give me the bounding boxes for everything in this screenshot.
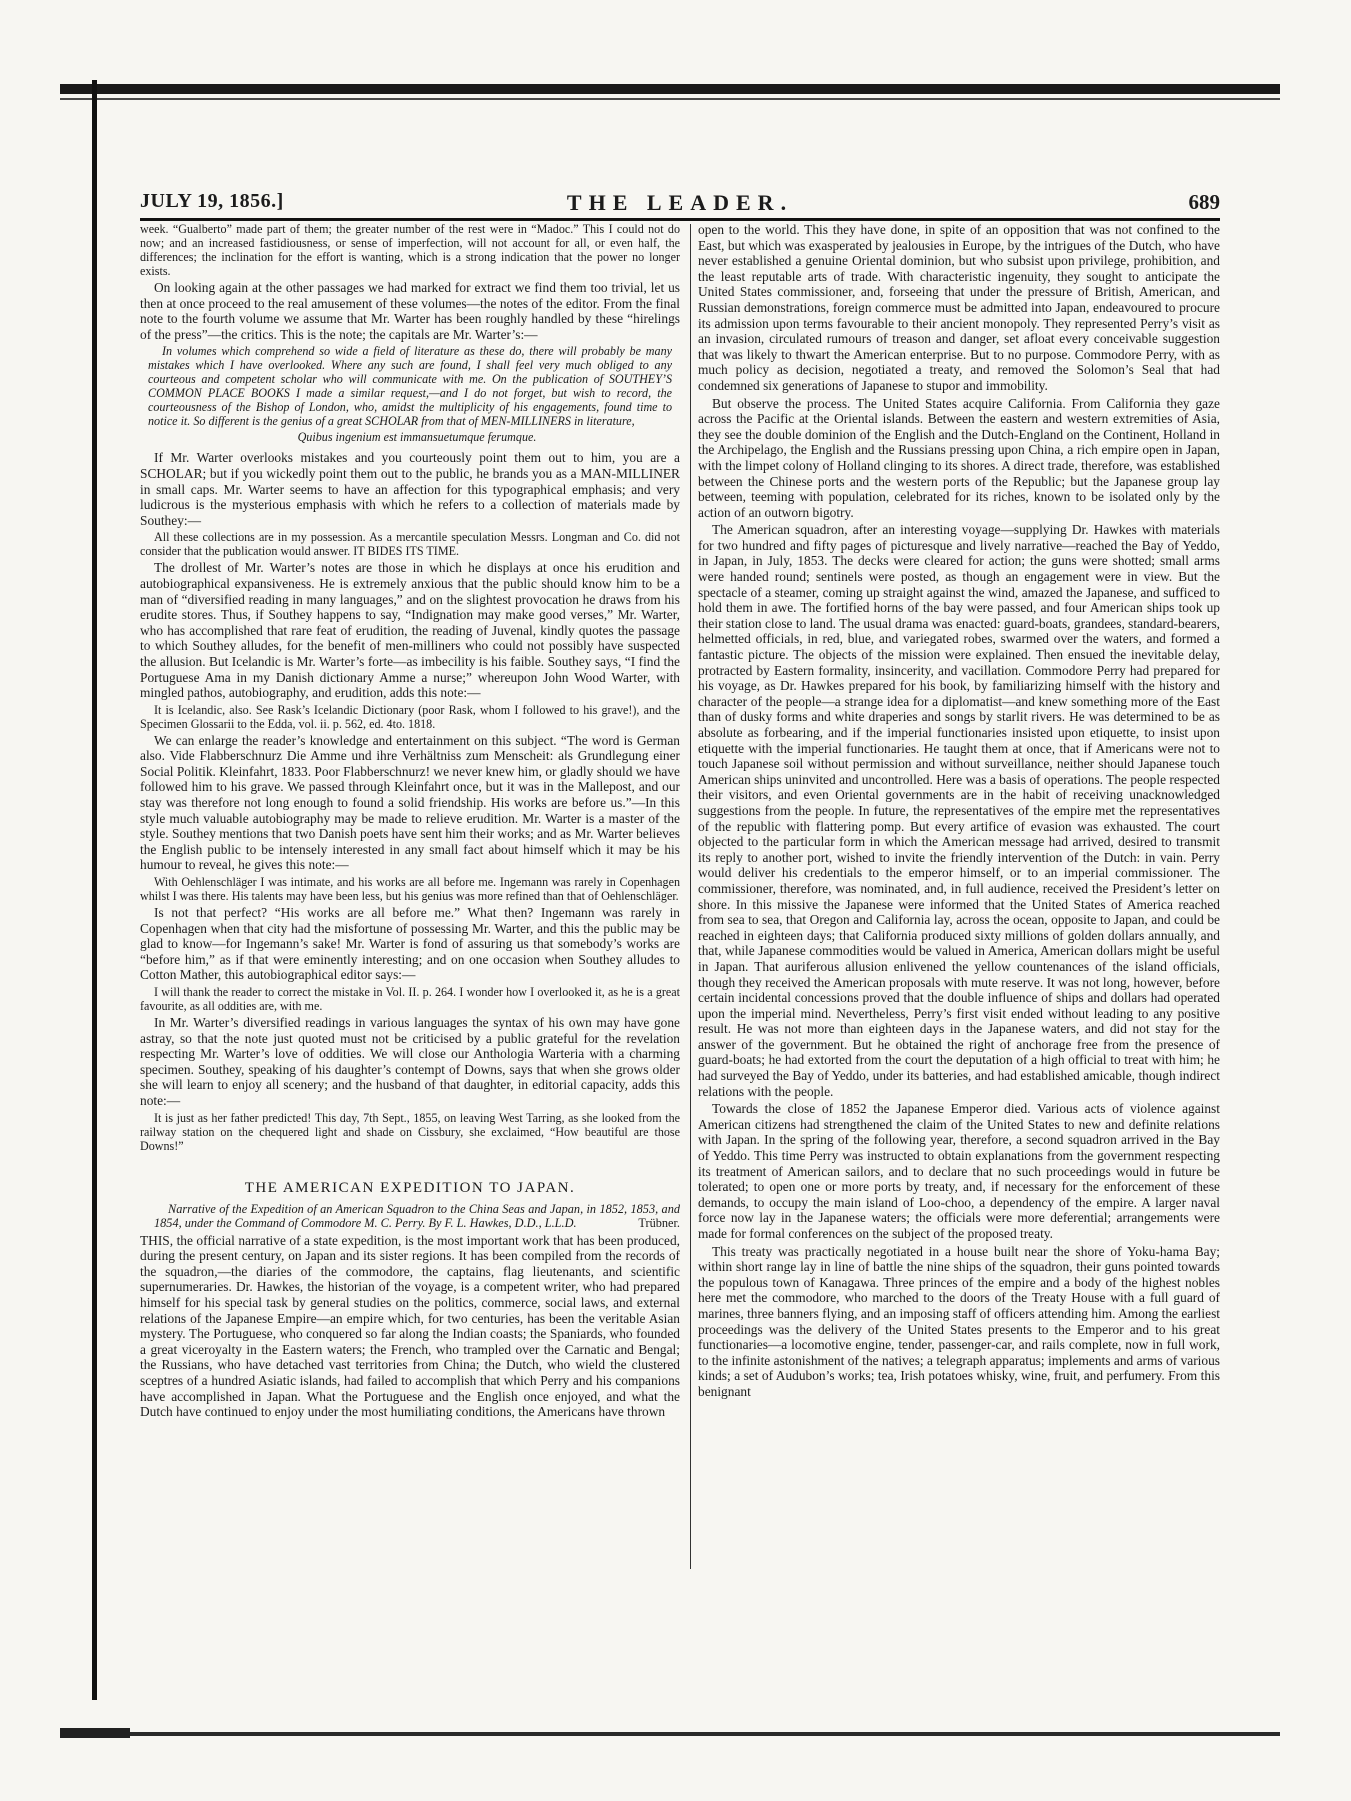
paragraph: If Mr. Warter overlooks mistakes and you courteously point them out to him, you are a SCHOLAR; but if you wickedly point them out to the public, he brands you as a MAN-MILLINER in small caps. Mr. Warter seems to have an affection for this typographical emphasis; and very ludicrous is the mysterious emphasis with which he refers to a collection of materials made by Southey:—: [140, 450, 680, 528]
quoted-note: All these collections are in my possession. As a mercantile speculation Messrs. Longman and Co. did not consider that the publication would answer. IT BIDES ITS TIME.: [140, 530, 680, 559]
paragraph: This treaty was practically negotiated in a house built near the shore of Yoku-hama Bay; within short range lay in line of battle the nine ships of the squadron, their guns pointed towards the populous town of Kanagawa. Three princes of the empire and a body of the highest nobles here met the commodore, who marched to the doors of the Treaty House with a full guard of marines, three banners flying, and an imposing staff of officers attending him. Among the earliest proceedings was the delivery of the United States presents to the Emperor and to his great functionaries—a locomotive engine, tender, passenger-car, and rails complete, now in full work, to the infinite astonishment of the natives; a telegraph apparatus; implements and arms of various kinds; a set of Audubon’s works; tea, Irish potatoes whisky, wine, fruit, and perfumery. From this benignant: [698, 1243, 1220, 1399]
left-column: [140, 222, 680, 1422]
paragraph: Is not that perfect? “His works are all before me.” What then? Ingemann was rarely in Copenhagen when that city had the misfortune of possessing Mr. Warter, and this the public may be glad to know—for Ingemann’s sake! Mr. Warter is fond of assuring us that somebody’s works are “before him,” as if that were eminently interesting; and on one occasion when Southey alludes to Cotton Mather, this autobiographical editor says:—: [140, 905, 680, 983]
bottom-mark: [60, 1728, 130, 1738]
right-column: [698, 222, 1220, 1402]
column-divider: [690, 224, 691, 1569]
binding-edge: [92, 80, 97, 1700]
paragraph: But observe the process. The United States acquire California. From California they gaze across the Pacific at the Oriental islands. Between the eastern and western extremities of Asia, they see the double dominion of the English and the Dutch-England on the Continent, Holland in the Archipelago, the English and the Russians pressing upon China, a rich empire open in Japan, with the limpet colony of Holland clinging to its shores. A direct trade, therefore, was established between the Chinese ports and the western ports of the Republic; but the Japanese group lay between, teeming with population, celebrated for its riches, known to be isolated only by the action of an outworn bigotry.: [698, 395, 1220, 520]
page-number: 689: [1188, 190, 1220, 214]
paragraph: THIS, the official narrative of a state expedition, is the most important work that has been produced, during the present century, on Japan and its sister regions. It has been compiled from the records of the squadron,—the diaries of the commodore, the captains, flag lieutenants, and scientific supernumeraries. Dr. Hawkes, the historian of the voyage, is a competent writer, who had prepared himself for his special task by general studies on the politics, commerce, social laws, and external relations of the Japanese Empire—an empire which, for two centuries, has been the veritable Asian mystery. The Portuguese, who conquered so far along the Indian coasts; the Spaniards, who founded a great viceroyalty in the Eastern waters; the French, who trampled over the Carnatic and Bengal; the Russians, who have detached vast territories from China; the Dutch, who wield the clustered sceptres of a hundred Asiatic islands, had failed to accomplish that which Perry and his companions have accomplished in Japan. What the Portuguese and the English once enjoyed, and what the Dutch have continued to enjoy under the most humiliating conditions, the Americans have thrown: [140, 1232, 680, 1420]
header-rule: [140, 218, 1220, 221]
paragraph: Towards the close of 1852 the Japanese Emperor died. Various acts of violence against American citizens had strengthened the claim of the United States to new and definite relations with Japan. In the spring of the following year, therefore, a second squadron arrived in the Bay of Yeddo. This time Perry was instructed to obtain explanations from the government respecting its treatment of American sailors, and to declare that no such proceedings would in future be tolerated; to open one or more ports by treaty, and, if necessary for the enforcement of these demands, to occupy the main island of Loo-choo, a dependency of the empire. A larger naval force now lay in the Japanese waters; the officials were more deferential; arrangements were made for formal conferences on the subject of the proposed treaty.: [698, 1101, 1220, 1241]
book-citation: Narrative of the Expedition of an American Squadron to the China Seas and Japan, in 1852, 1853, and 1854, under the Command of Commodore M. C. Perry. By F. L. Hawkes, D.D., L.L.D.: [154, 1202, 680, 1231]
publication-title: THE LEADER.: [566, 190, 794, 215]
bottom-rule: [130, 1732, 1280, 1736]
article-title: THE AMERICAN EXPEDITION TO JAPAN.: [244, 1179, 576, 1196]
quoted-note: It is just as her father predicted! This day, 7th Sept., 1855, on leaving West Tarring, as she looked from the railway station on the chequered light and shade on Cissbury, she exclaimed, “How beautiful are those Downs!”: [140, 1110, 680, 1153]
quoted-note: With Oehlenschläger I was intimate, and his works are all before me. Ingemann was rarely in Copenhagen whilst I was there. His talents may have been less, but his genius was more refined than that of Oehlenschläger.: [140, 875, 680, 904]
issue-date: JULY 19, 1856.]: [140, 190, 284, 212]
paragraph: The drollest of Mr. Warter’s notes are those in which he displays at once his erudition and autobiographical expansiveness. He is extremely anxious that the public should know him to be a man of “diversified reading in many languages,” and on the slightest provocation he draws from his erudite stores. Thus, if Southey happens to say, “Indignation may make good verses,” Mr. Warter, who has accomplished that rare feat of erudition, the reading of Juvenal, kindly quotes the passage to which Southey alludes, for the benefit of men-milliners who could not possibly have suspected the allusion. But Icelandic is Mr. Warter’s forte—as imbecility is his faible. Southey says, “I find the Portuguese Ama in my Danish dictionary Amme a nurse;” whereupon John Wood Warter, with mingled pathos, autobiography, and erudition, adds this note:—: [140, 560, 680, 701]
quoted-note: It is Icelandic, also. See Rask’s Icelandic Dictionary (poor Rask, whom I followed to his grave!), and the Specimen Glossarii to the Edda, vol. ii. p. 562, ed. 4to. 1818.: [140, 702, 680, 731]
quoted-note: In volumes which comprehend so wide a field of literature as these do, there will probably be many mistakes which I have overlooked. Where any such are found, I shall feel very much obliged to any courteous and competent scholar who will communicate with me. On the publication of SOUTHEY’S COMMON PLACE BOOKS I made a similar request,—and I do not forget, but wish to record, the courteousness of the Bishop of London, who, amidst the multiplicity of his engagements, found time to notice it. So different is the genius of a great SCHOLAR from that of MEN-MILLINERS in literature,: [148, 344, 672, 429]
quoted-note: I will thank the reader to correct the mistake in Vol. II. p. 264. I wonder how I overlooked it, as he is a great favourite, as all oddities are, with me.: [140, 985, 680, 1013]
top-rule-thin: [60, 98, 1280, 100]
latin-quote: Quibus ingenium est immansuetumque ferumque.: [297, 430, 537, 445]
paragraph: week. “Gualberto” made part of them; the greater number of the rest were in “Madoc.” This I could not do now; and an increased fastidiousness, or sense of imperfection, will not account for all, or even half, the differences; the inclination for the effort is wanting, which is a strong indication that the power no longer exists.: [140, 222, 680, 278]
paragraph: We can enlarge the reader’s knowledge and entertainment on this subject. “The word is German also. Vide Flabberschnurz Die Amme und ihre Verhältniss zum Menscheit: als Grundlegung einer Social Politik. Kleinfahrt, 1833. Poor Flabberschnurz! we never knew him, or gladly should we have followed him to his grave. We passed through Kleinfahrt once, but it was in the Mallepost, and our stay was therefore not long enough to found a solid friendship. His works are before us.”—In this style much valuable autobiography may be made to relieve erudition. Mr. Warter is a master of the style. Southey mentions that two Danish poets have sent him their works; and as Mr. Warter believes the English public to be intensely interested in any small fact about himself which it may be his humour to reveal, he gives this note:—: [140, 732, 680, 873]
book-notice: [140, 1202, 680, 1230]
publisher: Trübner.: [638, 1216, 680, 1231]
paragraph: On looking again at the other passages we had marked for extract we find them too trivial, let us then at once proceed to the real amusement of these volumes—the notes of the editor. From the final note to the fourth volume we assume that Mr. Warter has been roughly handled by these “hirelings of the press”—the critics. This is the note; the capitals are Mr. Warter’s:—: [140, 280, 680, 342]
paragraph: The American squadron, after an interesting voyage—supplying Dr. Hawkes with materials for two hundred and fifty pages of picturesque and lively narrative—reached the Bay of Yeddo, in Japan, in July, 1853. The decks were cleared for action; the guns were shotted; small arms were handed round; sentinels were posted, as though an engagement were in view. But the spectacle of a steamer, coming up straight against the wind, amazed the Japanese, and sufficed to hold them in awe. The fortified horns of the bay were passed, and four American ships took up their station close to land. The usual drama was enacted: guard-boats, grandees, standard-bearers, helmetted officials, in red, blue, and variegated robes, swarmed over the waters, and formed a fantastic picture. The objects of the mission were explained. Then ensued the inevitable delay, protracted by Eastern formality, insincerity, and vacillation. Commodore Perry had prepared for his voyage, as Dr. Hawkes prepared for his book, by familiarizing himself with the history and character of the people—a strange idea for a diplomatist—and knew something more of the East than of dusky forms and white draperies and songs by starlit rivers. He was determined to be as absolute as forbearing, and if the imperial functionaries insisted upon etiquette, to insist upon etiquette with the imperial functionaries. He taught them at once, that if Americans were not to touch Japanese soil without permission and without surveillance, neither should Japanese touch American ships uninvited and uncontrolled. Here was a basis of operations. The people respected their visitors, and even Oriental governments are in the habit of receiving unacknowledged suggestions from the people. In future, the representatives of the empire met the representatives of the republic with flattering pomp. But every artifice of evasion was exhausted. The court objected to the particular form in which the American message had arrived, desired to transmit its reply to another port, wished to invite the friendly intervention of the Dutch: in vain. Perry would deliver his credentials to the emperor himself, or to an imperial commissioner. The commissioner, therefore, was nominated, and, in full audience, received the President’s letter on shore. In this missive the Japanese were informed that the United States of America reached from sea to sea, that Oregon and California lay, across the ocean, opposite to Japan, and could be reached in eighteen days; that California produced sixty millions of golden dollars annually, and that, while Japanese commodities would be valued in America, American dollars might be useful in Japan. That auriferous allusion enlivened the yellow countenances of the island officials, though they received the American proposals with mute reserve. It was not long, however, before certain incidental concessions proved that the double influence of ships and dollars had operated upon the imperial mind. Nevertheless, Perry’s first visit ended without leading to any positive result. He was not more than eighteen days in the Japanese waters, and did not stay for the answer of the government. But he obtained the right of anchorage free from the presence of guard-boats; he had extorted from the court the deputation of a high official to treat with him; he had surveyed the Bay of Yeddo, under its batteries, and had established amicable, though indirect relations with the people.: [698, 522, 1220, 1099]
top-rule: [60, 84, 1280, 94]
paragraph: In Mr. Warter’s diversified readings in various languages the syntax of his own may have gone astray, so that the note just quoted must not be criticised by a public grateful for the revelation respecting Mr. Warter’s love of oddities. We will close our Anthologia Warteria with a charming specimen. Southey, speaking of his daughter’s contempt of Downs, says that when she grows older she will learn to enjoy all scenery; and the husband of that daughter, in editorial capacity, adds this note:—: [140, 1015, 680, 1108]
paragraph: open to the world. This they have done, in spite of an opposition that was not confined to the East, but which was exasperated by jealousies in Europe, by the intrigues of the Dutch, who have never established a genuine Oriental dominion, but who subsist upon privilege, prohibition, and the least reputable arts of trade. With characteristic ingenuity, they sought to anticipate the United States commissioner, and, forseeing that under the pressure of British, American, and Russian demonstrations, foreign commerce must be admitted into Japan, endeavoured to procure its admission upon terms favourable to their ancient monopoly. They represented Perry’s visit as an invasion, circulated rumours of treason and danger, set afloat every conceivable suggestion that was likely to thwart the American enterprise. But to no purpose. Commodore Perry, with as much policy as decision, negotiated a treaty, and removed the Solomon’s Seal that had condemned six generations of Japanese to stupor and immobility.: [698, 222, 1220, 393]
